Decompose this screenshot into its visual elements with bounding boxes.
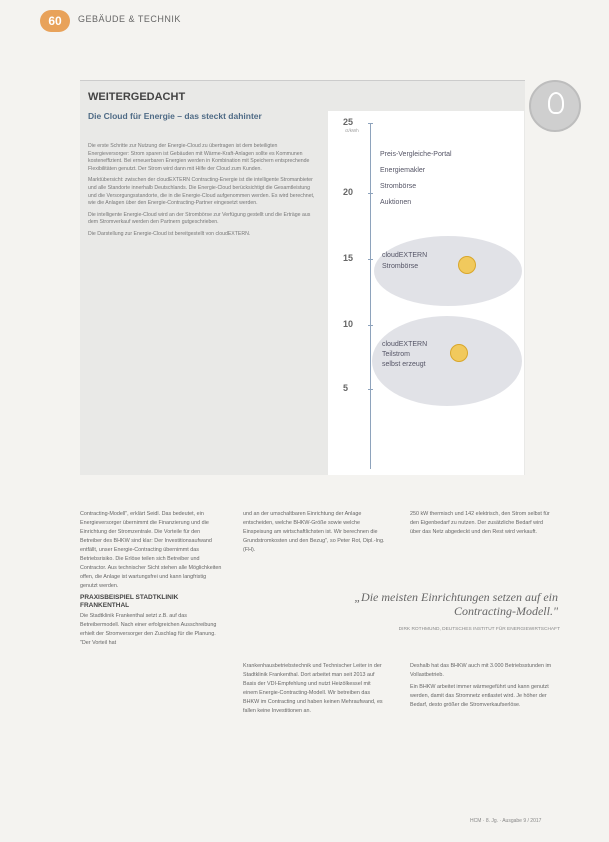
paragraph: Deshalb hat das BHKW auch mit 3.000 Betriebsstunden im Vollastbetrieb. (410, 663, 552, 678)
paragraph: Contracting-Modell", erklärt Seidl. Das bedeutet, ein Energieversorger übernimmt die Finanzierung und die Einrichtung der Stromzentrale. Die Vorteile für den Betreiber des BHKW sind klar: Der Investitionsaufwand entfällt, unser Energie-Contracting übernimmt das Betriebsrisiko. Die Erlöse teilen sich Betreiber und Contractor. Aus technischer Sicht stehen alle Möglichkeiten offen, die Anlage ist wartungsfrei und kann langfristig genutzt werden. (80, 511, 222, 589)
fig-label: selbst erzeugt (382, 361, 426, 368)
box-paragraph: Marktübersicht: zwischen der cloudEXTERN Contracting-Energie ist die intelligente Stromanbieter und alle Standorte innerhalb Deutschlands. Die Energie-Cloud berücksichtigt die Gesamtleistung und die Versorgungsstandorte, die in die Energie-Cloud aufgenommen werden. Es wird berechnet, wie die Anlagen über den Energie-Contracting-Partner eingesetzt werden. (88, 177, 315, 207)
energy-cloud-figure (328, 111, 524, 475)
axis-marker (368, 325, 373, 326)
box-text (88, 143, 320, 243)
smiley-icon (458, 256, 476, 274)
page-number: 60 (40, 10, 70, 32)
box-paragraph: Die Darstellung zur Energie-Cloud ist bereitgestellt von cloudEXTERN. (88, 230, 251, 237)
fig-label: Strombörse (380, 183, 417, 190)
axis-value: 20 (343, 187, 354, 197)
fig-label: cloudEXTERN (382, 252, 428, 259)
axis-unit: ct/kWh (345, 128, 359, 133)
axis-value: 15 (343, 253, 354, 263)
page-footer: HCM · 8. Jg. · Ausgabe 9 / 2017 (470, 818, 542, 824)
quote-source: DIRK ROTHMUND, DEUTSCHES INSTITUT FÜR ENERGIEWIRTSCHAFT (398, 627, 560, 632)
box-heading: WEITERGEDACHT (88, 91, 186, 103)
axis-value: 25 (343, 117, 354, 127)
subheading: PRAXISBEISPIEL STADTKLINIK FRANKENTHAL (80, 594, 179, 609)
column-2 (243, 510, 385, 558)
fig-label: Energiemakler (380, 167, 426, 174)
pull-quote: „Die meisten Einrichtungen setzen auf ein Contracting-Modell." (354, 590, 558, 618)
fig-label: Teilstrom (382, 351, 411, 358)
box-paragraph: Die erste Schritte zur Nutzung der Energie-Cloud zu übertragen ist dem beteiligten Energieversorger: Strom sparen ist Gebäuden mit Wärme-Kraft-Anlagen sollte es Kommunen kosteneffizient. Bei erneuerbaren Energien werden in Kombination mit Speichern entsprechende Flexibilitäten genutzt. Der Strom wird dann mit Hilfe der Cloud zum Kunden. (88, 143, 310, 172)
box-paragraph: Die intelligente Energie-Cloud wird an der Strombörse zur Verfügung gestellt und die Erträge aus dem Stromverkauf werden den Partnern gutgeschrieben. (88, 211, 311, 226)
column-3 (410, 510, 552, 540)
paragraph: 250 kW thermisch und 142 elektrisch, den Strom selbst für den Eigenbedarf zu nutzen. Der zusätzliche Bedarf wird über das Netz abgedeckt und den Rest wird verkauft. (410, 511, 550, 535)
column-1 (80, 510, 222, 651)
smiley-icon (450, 344, 468, 362)
axis-line (370, 123, 371, 469)
fig-label: Preis-Vergleiche-Portal (380, 151, 452, 158)
fig-label: Strombörse (382, 263, 419, 270)
axis-value: 10 (343, 319, 354, 329)
column-2-bottom (243, 662, 385, 719)
axis-marker (368, 259, 373, 260)
paragraph: Ein BHKW arbeitet immer wärmegeführt und kann genutzt werden, damit das Stromnetz entlastet wird. Je höher der Bedarf, desto größer die Stromverkaufserlöse. (410, 684, 549, 708)
paragraph: Krankenhausbetriebstechnik und Technischer Leiter in der Stadtklinik Frankenthal. Dort arbeitet man seit 2013 auf Basis der VDI-Empfehlung und nutzt Heizölkessel mit einem Energie-Contracting-Modell. Wir betreiben das BHKW im Contracting und haben keinen Mehraufwand, es fallen keine Investitionen an. (243, 663, 383, 714)
info-box (80, 80, 525, 475)
axis-value: 5 (343, 383, 349, 393)
axis-marker (368, 123, 373, 124)
column-3-bottom (410, 662, 552, 713)
axis-marker (368, 193, 373, 194)
fig-label: Auktionen (380, 199, 412, 206)
cloud-shape (374, 236, 522, 306)
axis-marker (368, 389, 373, 390)
fig-label: cloudEXTERN (382, 341, 428, 348)
section-label: GEBÄUDE & TECHNIK (78, 14, 181, 24)
paragraph: Die Stadtklinik Frankenthal setzt z.B. auf das Betreibermodell. Nach einer erfolgreichen Ausschreibung erhielt der Stromversorger den Zuschlag für die Planung. "Der Vorteil hat (80, 613, 217, 646)
paragraph: und an der umschaltbaren Einrichtung der Anlage entscheiden, welche BHKW-Größe sowie welche Einspeisung am wirtschaftlichsten ist. Wir berechnen die Grundstromkosten und den Bezug", so Peter Rot, Dipl.-Ing. (FH). (243, 511, 385, 553)
box-subheading: Die Cloud für Energie – das steckt dahinter (88, 111, 262, 121)
lightbulb-icon (529, 80, 581, 132)
